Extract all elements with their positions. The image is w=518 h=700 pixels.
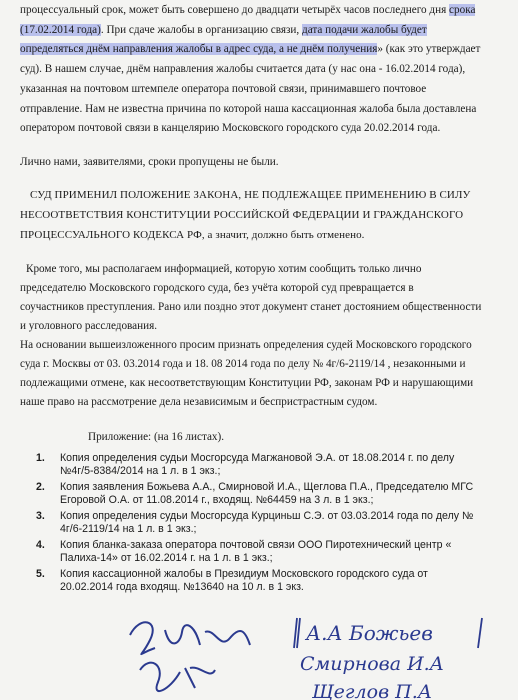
item-text: 4г/6-2119/14 на 1 л. в 1 экз.;: [60, 523, 197, 535]
para3-line2: НЕСООТВЕТСТВИЯ КОНСТИТУЦИИ РОССИЙСКОЙ ФЕДЕРАЦИИ И ГРАЖДАНСКОГО: [20, 209, 464, 221]
para1-line6: отправление. Нам не известна причина по которой наша кассационная жалоба была доставлена: [20, 103, 477, 115]
appendix-item: [36, 452, 506, 478]
item-number: 1.: [36, 452, 45, 464]
para1-line1: [20, 3, 475, 17]
item-number: 5.: [36, 568, 45, 580]
highlighted-text: срока: [449, 4, 476, 16]
item-text: Егоровой О.А. от 11.08.2014 г., входящ. №64459 на 3 л. в 1 экз.;: [60, 494, 374, 506]
item-number: 4.: [36, 539, 45, 551]
item-text: №4г/5-8384/2014 на 1 л. в 1 экз.;: [60, 465, 221, 477]
para5-line2: суда г. Москвы от 03. 03.2014 года и 18. 08 2014 года по делу № 4г/6-2119/14 , незаконными и: [20, 358, 466, 370]
highlighted-text: дата подачи жалобы будет: [302, 24, 427, 36]
signature-name-3: Щеглов П.А: [312, 681, 433, 700]
item-text: Копия кассационной жалобы в Президиум Московского городского суда от: [60, 568, 428, 580]
signature-name-1: А.А Божьев: [306, 621, 433, 645]
para5-line3: подлежащими отмене, как несоответствующим Конституции РФ, законам РФ и нарушающими: [20, 377, 474, 389]
para1-line4: суд). В нашем случае, днём направления жалобы считается дата (у нас она - 16.02.2014 года),: [20, 63, 466, 75]
item-number: 2.: [36, 481, 45, 493]
text: » (как это утверждает: [377, 43, 481, 55]
para1-line2: [20, 23, 427, 37]
item-text: 20.02.2014 года входящ. №13640 на 10 л. в 1 экз.: [60, 581, 304, 593]
appendix-list: [36, 452, 506, 597]
highlighted-text: определяться днём направления жалобы в адрес суда, а не днём получения: [20, 43, 378, 55]
para4-line1: Кроме того, мы располагаем информацией, которую хотим сообщить только лично: [26, 263, 422, 275]
para2: Лично нами, заявителями, сроки пропущены не были.: [20, 156, 279, 168]
para3-line1: СУД ПРИМЕНИЛ ПОЛОЖЕНИЕ ЗАКОНА, НЕ ПОДЛЕЖАЩЕЕ ПРИМЕНЕНИЮ В СИЛУ: [30, 189, 471, 201]
highlighted-date: (17.02.2014 года): [20, 24, 101, 36]
para1-line3: [20, 42, 480, 56]
text: , а значит, должно быть отменено.: [201, 229, 365, 241]
para1-line5: указанная на почтовом штемпеле оператора почтовой связи, принимавшего почтовое: [20, 83, 427, 95]
item-number: 3.: [36, 510, 45, 522]
signature-left: [120, 610, 260, 700]
item-text: Копия заявления Божьева А.А., Смирновой И.А., Щеглова П.А., Председателю МГС: [60, 481, 474, 493]
appendix-item: [36, 481, 506, 507]
signature-right: [292, 608, 512, 700]
signature-name-2: Смирнова И.А: [300, 653, 445, 675]
appendix-title: Приложение: (на 16 листах).: [88, 431, 225, 443]
item-text: Копия определения судьи Мосгорсуда Курциньш С.Э. от 03.03.2014 года по делу №: [60, 510, 474, 522]
para5-line4: наше право на рассмотрение дела независимым и беспристрастным судом.: [20, 396, 378, 408]
item-text: Копия бланка-заказа оператора почтовой связи ООО Пиротехнический центр «: [60, 539, 452, 551]
text: ПРОЦЕССУАЛЬНОГО КОДЕКСА РФ: [20, 229, 202, 241]
para1-line7: оператором почтовой связи в канцелярию Московского городского суда 20.02.2014 года.: [20, 122, 441, 134]
para4-line2: председателю Московского городского суда, без учёта которой суд превращается в: [20, 282, 414, 294]
appendix-item: [36, 539, 506, 565]
para5-line1: На основании вышеизложенного просим признать определения судей Московского городского: [20, 339, 472, 351]
text: . При сдаче жалобы в организацию связи,: [100, 24, 302, 36]
para4-line3: соучастников преступления. Рано или поздно этот документ станет достоянием общественности: [20, 301, 482, 313]
text: процессуальный срок, может быть совершено до двадцати четырёх часов последнего дня: [20, 4, 450, 16]
item-text: Палиха-14» от 16.02.2014 г. на 1 л. в 1 экз.;: [60, 552, 273, 564]
appendix-item: [36, 510, 506, 536]
appendix-item: [36, 568, 506, 594]
para4-line4: и уголовного расследования.: [20, 320, 158, 332]
para3-line3: [20, 228, 365, 242]
item-text: Копия определения судьи Мосгорсуда Магжановой Э.А. от 18.08.2014 г. по делу: [60, 452, 455, 464]
